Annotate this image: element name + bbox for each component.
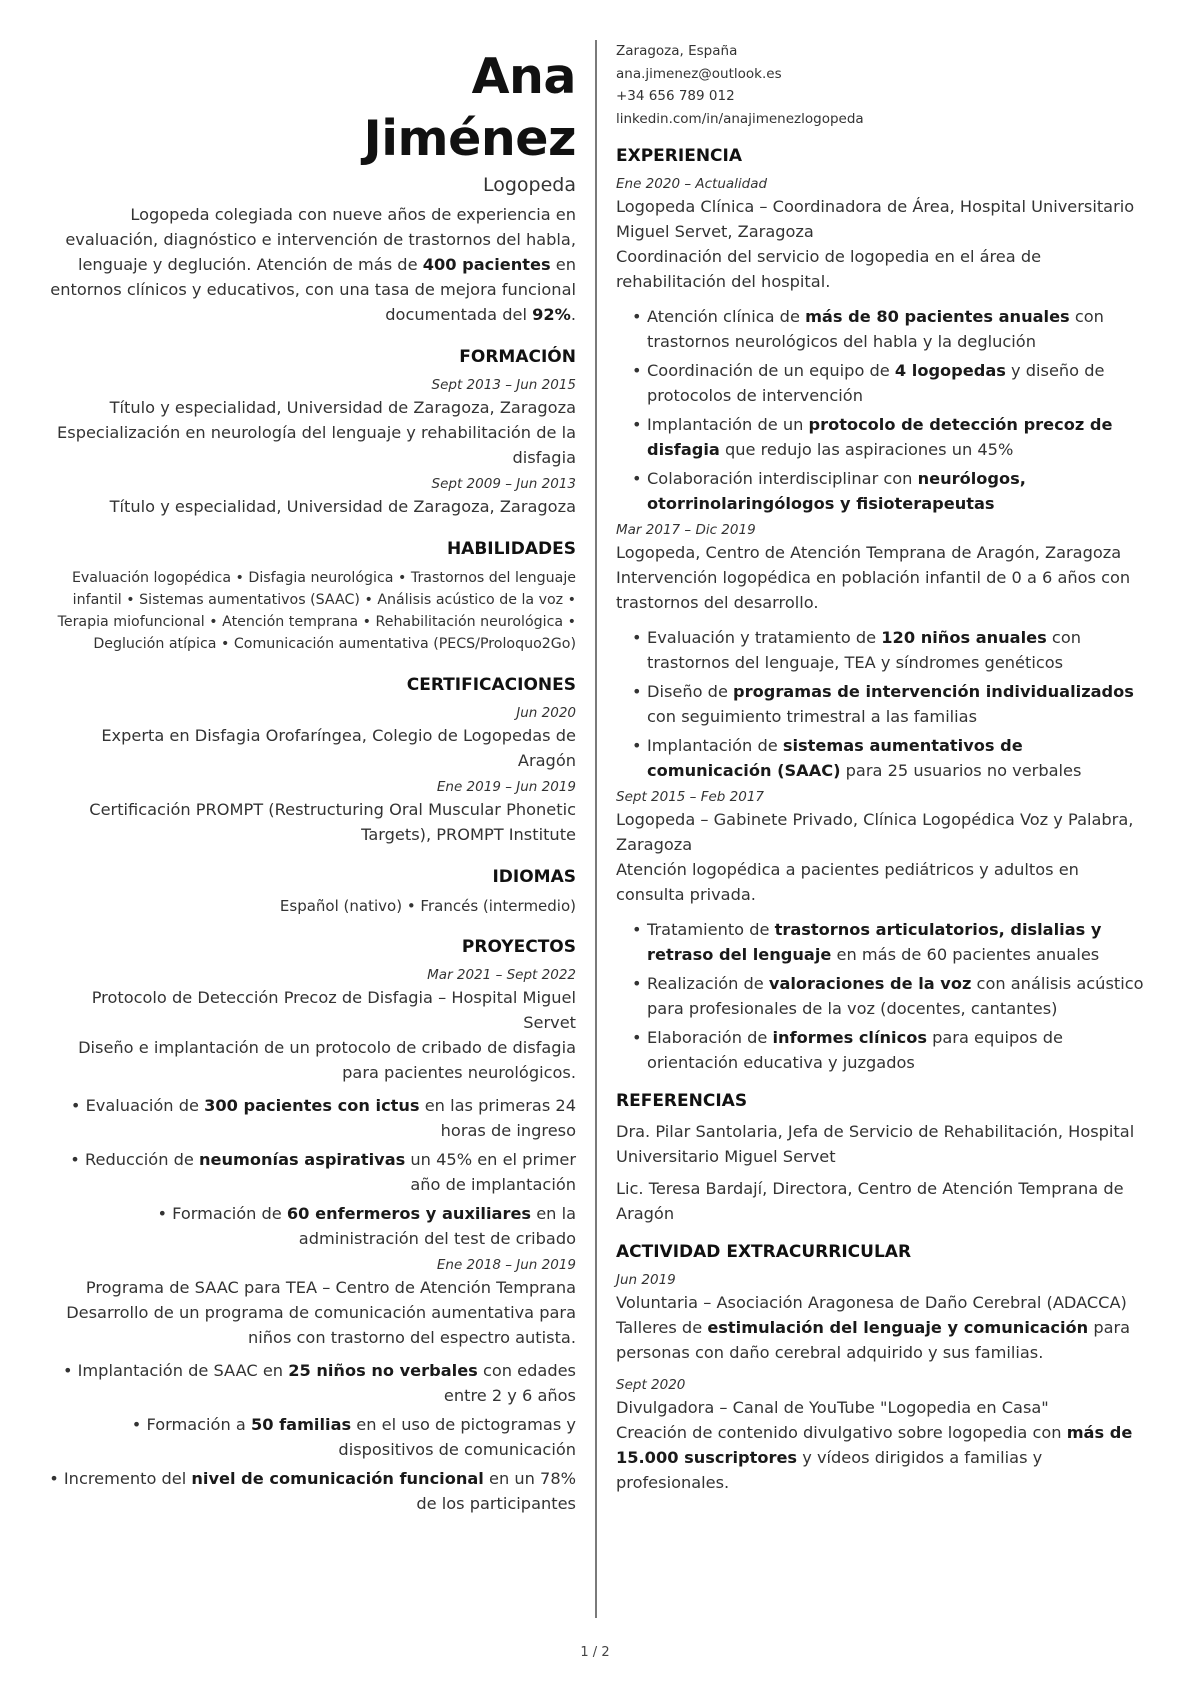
list-item: • Elaboración de informes clínicos para equipos de orientación educativa y juzgados <box>632 1025 1146 1075</box>
section-title-education: FORMACIÓN <box>459 347 576 367</box>
experience-entry <box>616 787 1146 1075</box>
skills-list: Evaluación logopédica • Disfagia neurológica • Trastornos del lenguaje infantil • Sistemas aumentativos (SAAC) • Análisis acústico de la voz • Terapia miofuncional • Atención temprana • Rehabilitación neurológica • Deglución atípica • Comunicación aumentativa (PECS/Proloquo2Go) <box>57 570 576 652</box>
reference-item: Dra. Pilar Santolaria, Jefa de Servicio de Rehabilitación, Hospital Universitario Miguel Servet <box>616 1122 1135 1166</box>
project-entry <box>48 965 576 1251</box>
certifications-list <box>48 703 576 847</box>
experience-entry <box>616 174 1146 516</box>
job-title: Logopeda <box>482 174 576 196</box>
left-column <box>48 46 576 1520</box>
education-detail: Especialización en neurología del lenguaje y rehabilitación de la disfagia <box>57 423 576 467</box>
certification-name: Certificación PROMPT (Restructuring Oral Muscular Phonetic Targets), PROMPT Institute <box>89 800 576 844</box>
reference-item: Lic. Teresa Bardají, Directora, Centro de Atención Temprana de Aragón <box>616 1179 1124 1223</box>
contact-phone: +34 656 789 012 <box>616 88 735 104</box>
project-achievements <box>48 1358 576 1516</box>
section-title-references: REFERENCIAS <box>616 1091 748 1111</box>
list-item: • Formación de 60 enfermeros y auxiliares en la administración del test de cribado <box>157 1204 576 1248</box>
experience-position: Logopeda Clínica – Coordinadora de Área, Hospital Universitario Miguel Servet, Zaragoza <box>616 197 1135 241</box>
experience-achievements <box>616 304 1146 516</box>
experience-date: Sept 2015 – Feb 2017 <box>616 789 765 805</box>
experience-date: Mar 2017 – Dic 2019 <box>616 522 756 538</box>
right-column <box>616 40 1146 1495</box>
list-item: • Reducción de neumonías aspirativas un 45% en el primer año de implantación <box>70 1150 576 1194</box>
extracurricular-description: Talleres de estimulación del lenguaje y comunicación para personas con daño cerebral adquirido y sus familias. <box>616 1318 1131 1362</box>
last-name: Jiménez <box>363 110 576 167</box>
list-item: • Incremento del nivel de comunicación funcional en un 78% de los participantes <box>49 1469 576 1513</box>
project-date: Mar 2021 – Sept 2022 <box>427 967 576 983</box>
section-title-projects: PROYECTOS <box>461 937 576 957</box>
extracurricular-entry <box>616 1375 1146 1495</box>
certification-name: Experta en Disfagia Orofaríngea, Colegio de Logopedas de Aragón <box>101 726 576 770</box>
contact-linkedin[interactable]: linkedin.com/in/anajimenezlogopeda <box>616 110 864 127</box>
extracurricular-entry <box>616 1270 1146 1365</box>
extracurricular-description: Creación de contenido divulgativo sobre logopedia con más de 15.000 suscriptores y vídeos dirigidos a familias y profesionales. <box>616 1423 1133 1492</box>
profile-summary: Logopeda colegiada con nueve años de experiencia en evaluación, diagnóstico e intervención de trastornos del habla, lenguaje y deglución. Atención de más de 400 pacientes en entornos clínicos y educativos, con una tasa de mejora funcional documentada del 92%. <box>50 205 576 324</box>
education-date: Sept 2013 – Jun 2015 <box>431 377 576 393</box>
project-name: Protocolo de Detección Precoz de Disfagia – Hospital Miguel Servet <box>91 988 576 1032</box>
list-item: • Implantación de un protocolo de detección precoz de disfagia que redujo las aspiraciones un 45% <box>632 412 1146 462</box>
list-item: • Diseño de programas de intervención individualizados con seguimiento trimestral a las familias <box>632 679 1146 729</box>
experience-date: Ene 2020 – Actualidad <box>616 176 768 192</box>
education-degree: Título y especialidad, Universidad de Zaragoza, Zaragoza <box>109 497 576 516</box>
experience-position: Logopeda, Centro de Atención Temprana de Aragón, Zaragoza <box>616 543 1122 562</box>
experience-position: Logopeda – Gabinete Privado, Clínica Logopédica Voz y Palabra, Zaragoza <box>616 810 1134 854</box>
section-title-certifications: CERTIFICACIONES <box>406 675 576 695</box>
education-list <box>48 375 576 519</box>
certification-date: Ene 2019 – Jun 2019 <box>436 779 576 795</box>
education-degree: Título y especialidad, Universidad de Zaragoza, Zaragoza <box>109 398 576 417</box>
experience-description: Coordinación del servicio de logopedia en el área de rehabilitación del hospital. <box>616 247 1042 291</box>
project-achievements <box>48 1093 576 1251</box>
list-item: • Implantación de sistemas aumentativos de comunicación (SAAC) para 25 usuarios no verbales <box>632 733 1146 783</box>
education-date: Sept 2009 – Jun 2013 <box>431 476 576 492</box>
section-title-skills: HABILIDADES <box>446 539 576 559</box>
extracurricular-role: Voluntaria – Asociación Aragonesa de Daño Cerebral (ADACCA) <box>616 1293 1127 1312</box>
project-date: Ene 2018 – Jun 2019 <box>436 1257 576 1273</box>
experience-entry <box>616 520 1146 783</box>
contact-email[interactable]: ana.jimenez@outlook.es <box>616 65 782 82</box>
experience-achievements <box>616 917 1146 1075</box>
page-number: 1 / 2 <box>580 1645 610 1660</box>
list-item: • Evaluación de 300 pacientes con ictus en las primeras 24 horas de ingreso <box>70 1096 576 1140</box>
project-description: Desarrollo de un programa de comunicación aumentativa para niños con trastorno del espectro autista. <box>66 1303 576 1347</box>
list-item: • Implantación de SAAC en 25 niños no verbales con edades entre 2 y 6 años <box>62 1361 576 1405</box>
list-item: • Realización de valoraciones de la voz con análisis acústico para profesionales de la voz (docentes, cantantes) <box>632 971 1146 1021</box>
extracurricular-date: Sept 2020 <box>616 1377 686 1393</box>
languages-list: Español (nativo) • Francés (intermedio) <box>279 897 576 915</box>
list-item: • Tratamiento de trastornos articulatorios, dislalias y retraso del lenguaje en más de 60 pacientes anuales <box>632 917 1146 967</box>
contact-block <box>616 40 1146 130</box>
extracurricular-role: Divulgadora – Canal de YouTube "Logopedia en Casa" <box>616 1398 1049 1417</box>
list-item: • Coordinación de un equipo de 4 logopedas y diseño de protocolos de intervención <box>632 358 1146 408</box>
experience-description: Intervención logopédica en población infantil de 0 a 6 años con trastornos del desarrollo. <box>616 568 1131 612</box>
list-item: • Colaboración interdisciplinar con neurólogos, otorrinolaringólogos y fisioterapeutas <box>632 466 1146 516</box>
project-name: Programa de SAAC para TEA – Centro de Atención Temprana <box>85 1278 576 1297</box>
first-name: Ana <box>471 48 576 105</box>
section-title-extracurricular: ACTIVIDAD EXTRACURRICULAR <box>616 1242 912 1262</box>
project-description: Diseño e implantación de un protocolo de cribado de disfagia para pacientes neurológicos. <box>78 1038 576 1082</box>
section-title-languages: IDIOMAS <box>492 867 576 887</box>
section-title-experience: EXPERIENCIA <box>616 146 743 166</box>
certification-date: Jun 2020 <box>516 705 576 721</box>
column-divider <box>595 40 597 1618</box>
extracurricular-date: Jun 2019 <box>616 1272 676 1288</box>
list-item: • Atención clínica de más de 80 pacientes anuales con trastornos neurológicos del habla y la deglución <box>632 304 1146 354</box>
list-item: • Formación a 50 familias en el uso de pictogramas y dispositivos de comunicación <box>131 1415 576 1459</box>
contact-location: Zaragoza, España <box>616 43 738 59</box>
experience-achievements <box>616 625 1146 783</box>
experience-description: Atención logopédica a pacientes pediátricos y adultos en consulta privada. <box>616 860 1079 904</box>
list-item: • Evaluación y tratamiento de 120 niños anuales con trastornos del lenguaje, TEA y síndromes genéticos <box>632 625 1146 675</box>
project-entry <box>48 1255 576 1516</box>
